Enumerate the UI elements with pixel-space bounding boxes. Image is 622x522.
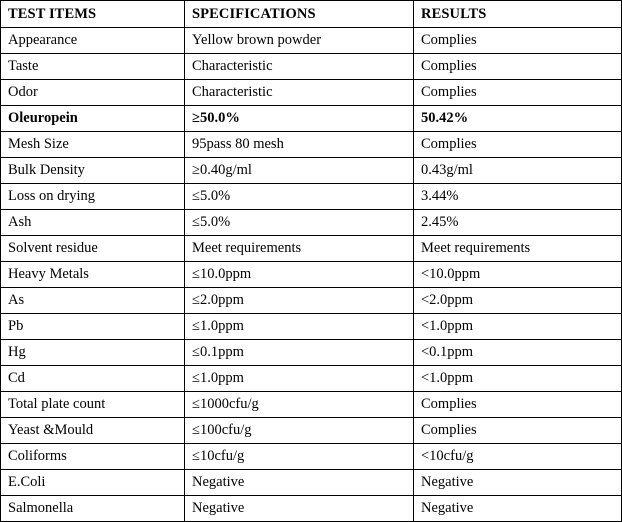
header-row <box>1 1 622 28</box>
header-results: RESULTS <box>414 1 622 28</box>
table-row <box>1 262 622 288</box>
table-header <box>1 1 622 28</box>
test-item-cell: Pb <box>1 314 185 340</box>
specification-cell: ≤1.0ppm <box>185 366 414 392</box>
result-cell: 2.45% <box>414 210 622 236</box>
specification-cell: ≤0.1ppm <box>185 340 414 366</box>
test-item-cell: Yeast &Mould <box>1 418 185 444</box>
result-cell: Complies <box>414 28 622 54</box>
result-cell: 3.44% <box>414 184 622 210</box>
specification-cell: ≤5.0% <box>185 210 414 236</box>
table-body <box>1 28 622 522</box>
table-row <box>1 496 622 522</box>
table-row <box>1 366 622 392</box>
test-item-cell: Heavy Metals <box>1 262 185 288</box>
specification-cell: Yellow brown powder <box>185 28 414 54</box>
result-cell: 0.43g/ml <box>414 158 622 184</box>
test-item-cell: Ash <box>1 210 185 236</box>
test-item-cell: Loss on drying <box>1 184 185 210</box>
specification-cell: ≤1.0ppm <box>185 314 414 340</box>
test-item-cell: Total plate count <box>1 392 185 418</box>
specification-cell: ≥0.40g/ml <box>185 158 414 184</box>
table-row <box>1 184 622 210</box>
table-row <box>1 54 622 80</box>
result-cell: Complies <box>414 132 622 158</box>
specification-cell: Negative <box>185 496 414 522</box>
test-item-cell: Bulk Density <box>1 158 185 184</box>
specification-cell: ≤100cfu/g <box>185 418 414 444</box>
result-cell: <1.0ppm <box>414 314 622 340</box>
result-cell: <1.0ppm <box>414 366 622 392</box>
test-item-cell: Appearance <box>1 28 185 54</box>
test-item-cell: Mesh Size <box>1 132 185 158</box>
result-cell: <2.0ppm <box>414 288 622 314</box>
specification-cell: ≥50.0% <box>185 106 414 132</box>
test-item-cell: Odor <box>1 80 185 106</box>
table-row <box>1 470 622 496</box>
test-item-cell: Coliforms <box>1 444 185 470</box>
specification-cell: Meet requirements <box>185 236 414 262</box>
specification-cell: ≤2.0ppm <box>185 288 414 314</box>
header-specifications: SPECIFICATIONS <box>185 1 414 28</box>
test-item-cell: Salmonella <box>1 496 185 522</box>
header-test-items: TEST ITEMS <box>1 1 185 28</box>
specification-cell: ≤10cfu/g <box>185 444 414 470</box>
result-cell: Negative <box>414 496 622 522</box>
table-row <box>1 106 622 132</box>
result-cell: Complies <box>414 392 622 418</box>
table-row <box>1 418 622 444</box>
table-row <box>1 236 622 262</box>
table-row <box>1 132 622 158</box>
table-row <box>1 340 622 366</box>
specification-cell: Characteristic <box>185 54 414 80</box>
result-cell: Complies <box>414 418 622 444</box>
table-row <box>1 28 622 54</box>
test-item-cell: E.Coli <box>1 470 185 496</box>
table-row <box>1 392 622 418</box>
table-row <box>1 158 622 184</box>
specification-cell: 95pass 80 mesh <box>185 132 414 158</box>
table-row <box>1 314 622 340</box>
test-item-cell: Solvent residue <box>1 236 185 262</box>
result-cell: 50.42% <box>414 106 622 132</box>
result-cell: <10cfu/g <box>414 444 622 470</box>
result-cell: <0.1ppm <box>414 340 622 366</box>
specification-cell: Negative <box>185 470 414 496</box>
test-item-cell: Hg <box>1 340 185 366</box>
result-cell: <10.0ppm <box>414 262 622 288</box>
result-cell: Complies <box>414 80 622 106</box>
test-item-cell: Oleuropein <box>1 106 185 132</box>
table-row <box>1 444 622 470</box>
test-item-cell: As <box>1 288 185 314</box>
table-row <box>1 288 622 314</box>
table-row <box>1 80 622 106</box>
specification-cell: Characteristic <box>185 80 414 106</box>
table-row <box>1 210 622 236</box>
test-item-cell: Taste <box>1 54 185 80</box>
specification-cell: ≤10.0ppm <box>185 262 414 288</box>
result-cell: Negative <box>414 470 622 496</box>
specification-cell: ≤5.0% <box>185 184 414 210</box>
result-cell: Meet requirements <box>414 236 622 262</box>
result-cell: Complies <box>414 54 622 80</box>
test-item-cell: Cd <box>1 366 185 392</box>
specification-cell: ≤1000cfu/g <box>185 392 414 418</box>
